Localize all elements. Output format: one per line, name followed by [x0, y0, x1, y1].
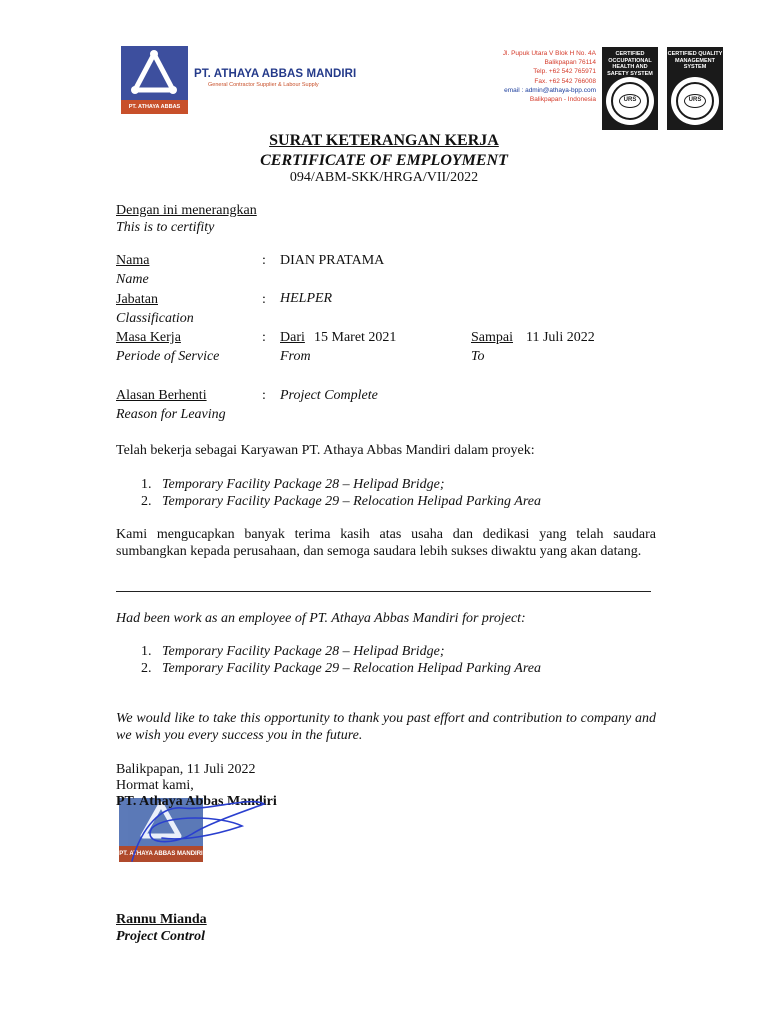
list-item: Temporary Facility Package 29 – Relocation Helipad Parking Area	[162, 494, 541, 509]
document-number: 094/ABM-SKK/HRGA/VII/2022	[289, 170, 479, 185]
company-name: PT. ATHAYA ABBAS MANDIRI	[194, 68, 357, 80]
contact-postal: Balikpapan 76114	[544, 59, 596, 67]
thanks-paragraph: Kami mengucapkan banyak terima kasih atas usaha dan dedikasi yang telah saudara sumbangkan kepada perusahaan, dan semoga saudara lebih sukses diwaktu yang akan datang.	[116, 527, 656, 559]
reason-label-english: Reason for Leaving	[116, 407, 226, 422]
contact-address: Jl. Pupuk Utara V Blok H No. 4A	[502, 50, 596, 57]
to-date: 11 Juli 2022	[526, 330, 595, 345]
position-label: Jabatan	[116, 292, 158, 307]
reason-label: Alasan Berhenti	[116, 388, 207, 403]
urs-logo-icon: URS	[684, 94, 706, 108]
name-label: Nama	[116, 253, 150, 268]
regards: Hormat kami,	[116, 778, 194, 793]
company-tagline: General Contractor Supplier & Labour Supply	[208, 82, 319, 88]
period-label-english: Periode of Service	[116, 349, 220, 364]
list-number: 1.	[141, 644, 152, 659]
from-label: Dari	[280, 330, 305, 345]
intro-statement-english: This is to certifity	[116, 220, 215, 235]
employment-statement-english: Had been work as an employee of PT. Athaya Abbas Mandiri for project:	[116, 611, 526, 626]
signature-scribble	[112, 786, 272, 876]
document-title: SURAT KETERANGAN KERJA	[269, 132, 499, 149]
stamp-caption: PT. ATHAYA ABBAS MANDIRI	[119, 846, 203, 862]
colon-separator: :	[262, 292, 266, 307]
name-value: DIAN PRATAMA	[280, 253, 385, 268]
intro-statement: Dengan ini menerangkan	[116, 203, 257, 218]
position-value: HELPER	[280, 291, 333, 306]
document-title-english: CERTIFICATE OF EMPLOYMENT	[260, 152, 508, 169]
from-label-english: From	[280, 349, 311, 364]
triangle-logo-icon	[121, 46, 188, 106]
quality-certification-badge: CERTIFIED QUALITY MANAGEMENT SYSTEM URS	[667, 47, 723, 130]
to-label-english: To	[471, 349, 485, 364]
ohs-certification-badge: CERTIFIED OCCUPATIONAL HEALTH AND SAFETY SYSTEM URS	[602, 47, 658, 130]
list-item: Temporary Facility Package 28 – Helipad Bridge;	[162, 477, 445, 492]
reason-value: Project Complete	[280, 388, 378, 403]
signer-name: Rannu Mianda	[116, 912, 207, 927]
signatory-company: PT. Athaya Abbas Mandiri	[116, 794, 277, 809]
from-date: 15 Maret 2021	[314, 330, 397, 345]
contact-tel: Telp. +62 542 765971	[533, 68, 596, 76]
colon-separator: :	[262, 253, 266, 268]
contact-city: Balikpapan - Indonesia	[529, 96, 596, 104]
contact-block	[503, 49, 596, 104]
list-number: 2.	[141, 661, 152, 676]
contact-email: email : admin@athaya-bpp.com	[504, 86, 596, 94]
list-number: 2.	[141, 494, 152, 509]
place-date: Balikpapan, 11 Juli 2022	[116, 762, 256, 777]
thanks-paragraph-english: We would like to take this opportunity to thank you past effort and contribution to company and we wish you every success you in the future.	[116, 711, 656, 743]
employment-statement: Telah bekerja sebagai Karyawan PT. Athaya Abbas Mandiri dalam proyek:	[116, 443, 535, 458]
name-label-english: Name	[116, 272, 149, 287]
list-item: Temporary Facility Package 29 – Relocation Helipad Parking Area	[162, 661, 541, 676]
to-label: Sampai	[471, 330, 513, 345]
period-label: Masa Kerja	[116, 330, 181, 345]
colon-separator: :	[262, 388, 266, 403]
logo-caption: PT. ATHAYA ABBAS MANDIRI	[121, 100, 188, 114]
urs-logo-icon: URS	[619, 94, 641, 108]
divider	[116, 591, 651, 592]
list-number: 1.	[141, 477, 152, 492]
colon-separator: :	[262, 330, 266, 345]
signer-title: Project Control	[116, 929, 206, 944]
list-item: Temporary Facility Package 28 – Helipad Bridge;	[162, 644, 445, 659]
position-label-english: Classification	[116, 311, 194, 326]
contact-fax: Fax. +62 542 766008	[534, 77, 596, 85]
